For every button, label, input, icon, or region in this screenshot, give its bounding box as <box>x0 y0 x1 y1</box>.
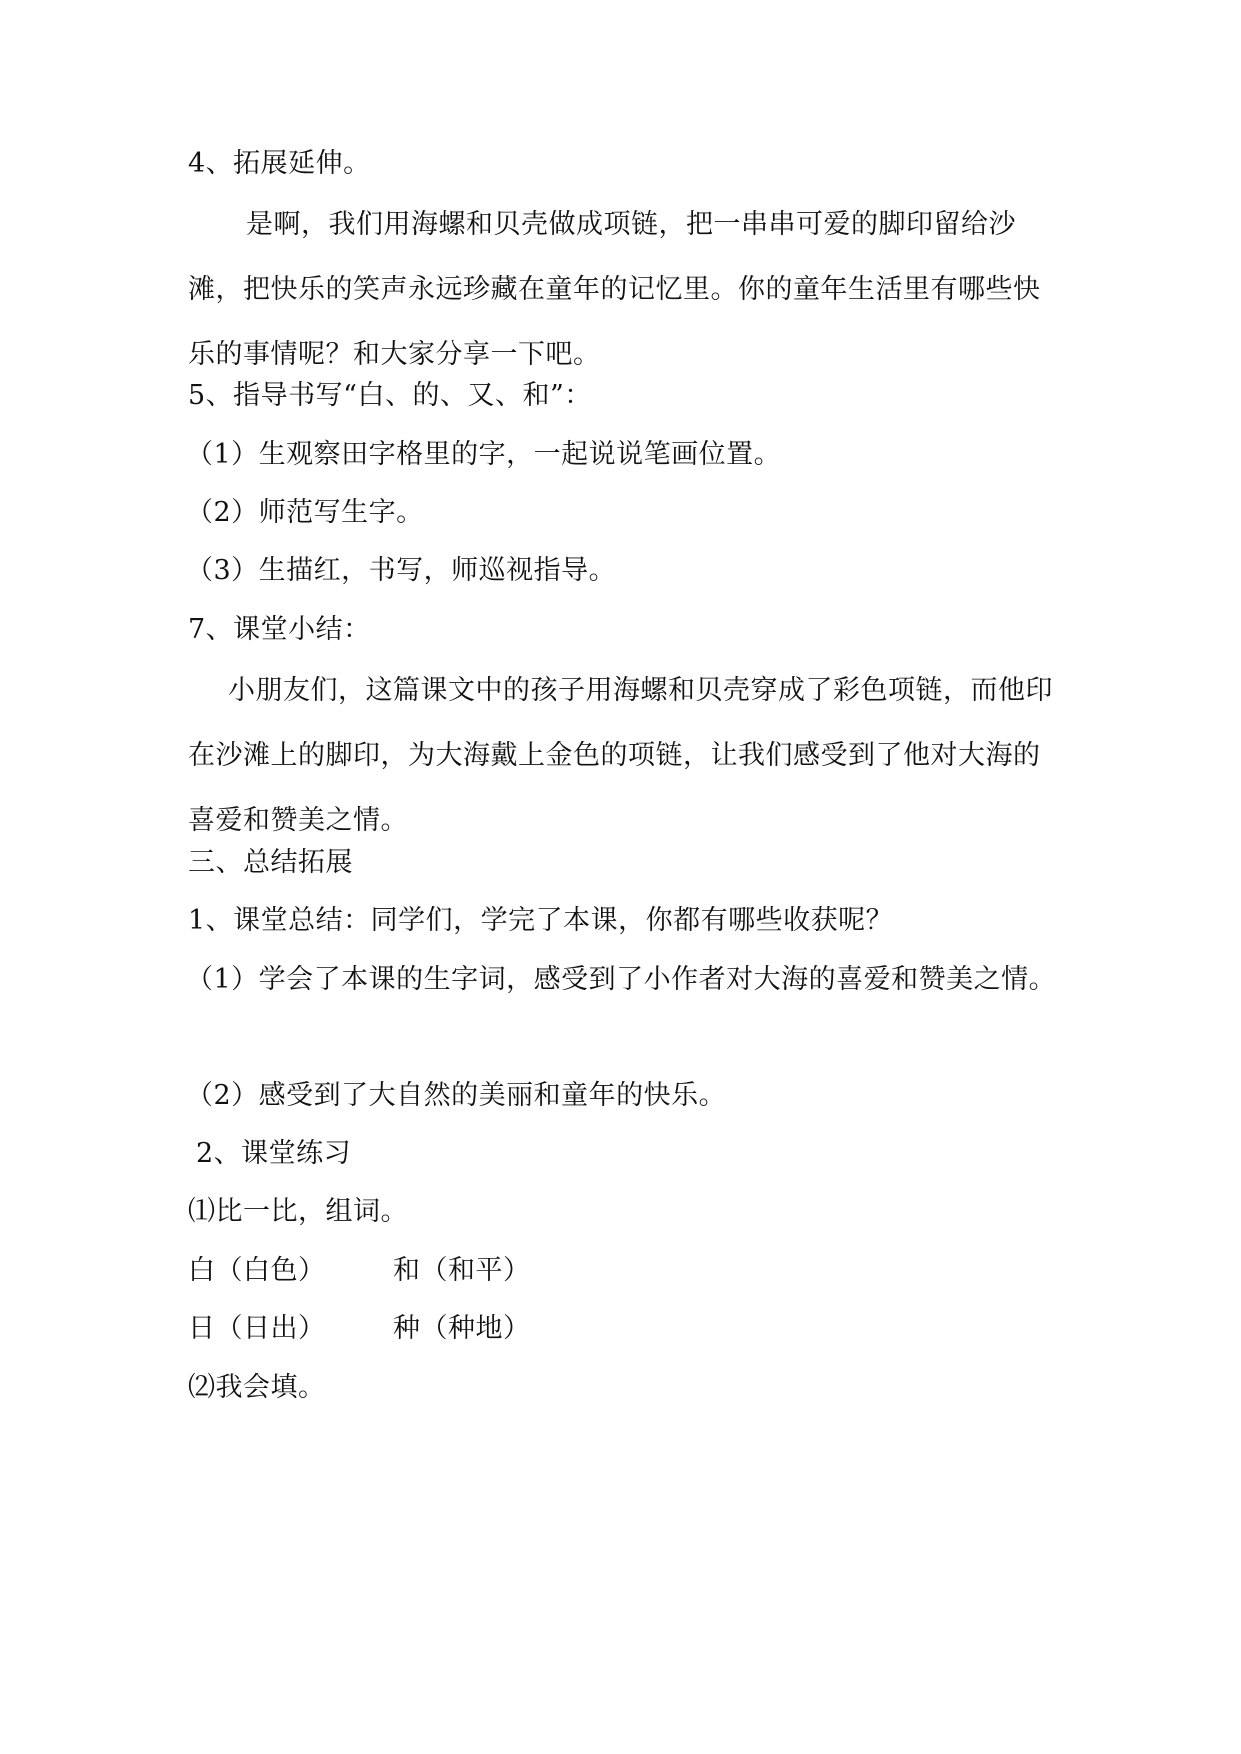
paragraph-extension: 是啊，我们用海螺和贝壳做成项链，把一串串可爱的脚印留给沙滩，把快乐的笑声永远珍藏在童年的记忆里。你的童年生活里有哪些快乐的事情呢？和大家分享一下吧。 <box>188 209 1041 370</box>
section-heading-summary: 7、课堂小结： <box>188 614 371 645</box>
section-heading-writing-guide: 5、指导书写“白、的、又、和”： <box>188 380 592 411</box>
exercise-heading-fill: ⑵我会填。 <box>188 1372 326 1403</box>
word-pair-zhong: 种（种地） <box>393 1313 531 1344</box>
exercise-row-1 <box>188 1253 788 1289</box>
section-heading-extension: 4、拓展延伸。 <box>188 148 371 179</box>
word-pair-he: 和（和平） <box>393 1255 531 1286</box>
list-item-learned: （1）学会了本课的生字词，感受到了小作者对大海的喜爱和赞美之情。 <box>186 964 1057 995</box>
word-pair-bai: 白（白色） <box>188 1255 326 1286</box>
list-item-teacher-demo: （2）师范写生字。 <box>186 497 424 528</box>
paragraph-summary: 小朋友们，这篇课文中的孩子用海螺和贝壳穿成了彩色项链，而他印在沙滩上的脚印，为大海戴上金色的项链，让我们感受到了他对大海的喜爱和赞美之情。 <box>188 675 1053 836</box>
section-heading-practice: 2、课堂练习 <box>196 1138 352 1169</box>
part-heading-review: 三、总结拓展 <box>188 847 353 878</box>
word-pair-ri: 日（日出） <box>188 1313 326 1344</box>
list-item-trace-write: （3）生描红，书写，师巡视指导。 <box>186 555 617 586</box>
exercise-heading-compare: ⑴比一比，组词。 <box>188 1196 408 1227</box>
exercise-row-2 <box>188 1311 788 1347</box>
section-heading-class-summary: 1、课堂总结：同学们，学完了本课，你都有哪些收获呢？ <box>188 905 894 936</box>
list-item-felt: （2）感受到了大自然的美丽和童年的快乐。 <box>186 1080 727 1111</box>
list-item-observe: （1）生观察田字格里的字，一起说说笔画位置。 <box>186 439 782 470</box>
